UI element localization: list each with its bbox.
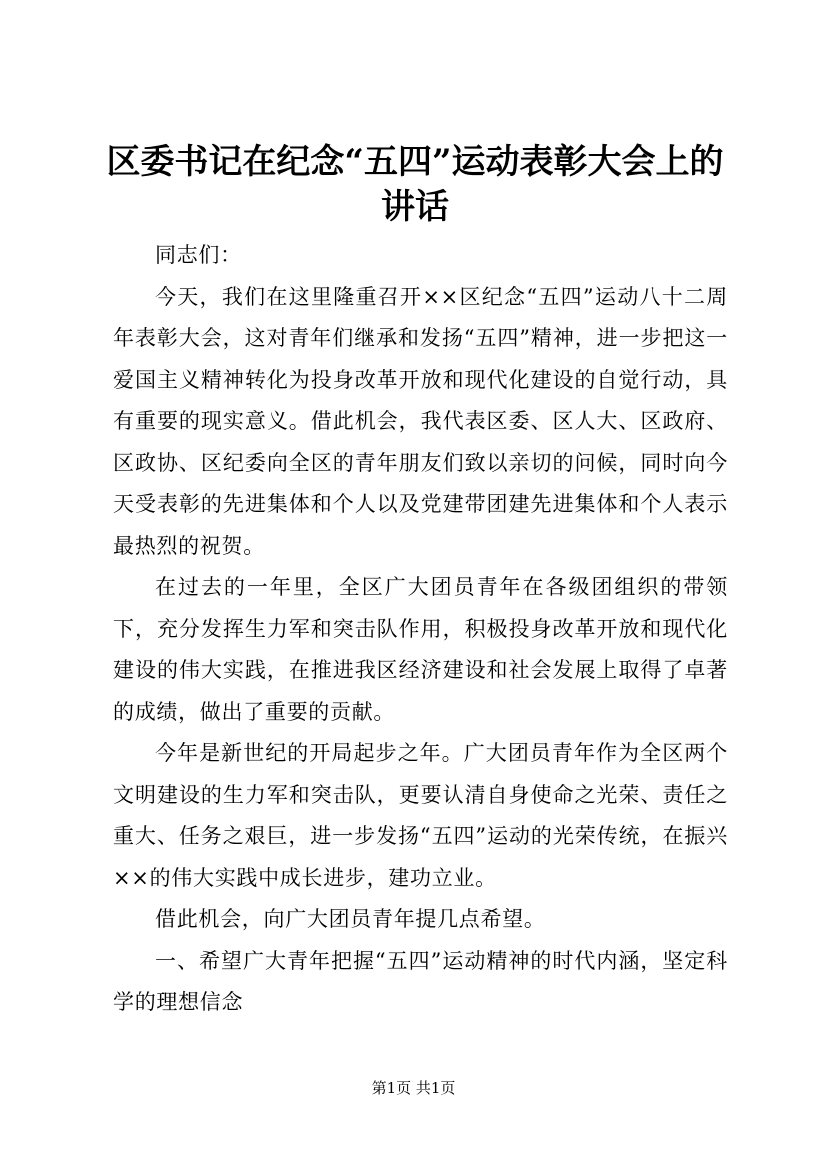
document-title: 区委书记在纪念“五四”运动表彰大会上的讲话: [106, 142, 724, 227]
new-century-paragraph: 今年是新世纪的开局起步之年。广大团员青年作为全区两个文明建设的生力军和突击队，更要认清自身使命之光荣、责任之重大、任务之艰巨，进一步发扬“五四”运动的光荣传统，在振兴××的伟大实践中成长进步，建功立业。: [113, 741, 728, 890]
document-body: [113, 235, 728, 1024]
hopes-intro-paragraph: 借此机会，向广大团员青年提几点希望。: [155, 907, 546, 931]
salutation-paragraph: 同志们：: [155, 243, 242, 267]
achievements-paragraph: 在过去的一年里，全区广大团员青年在各级团组织的带领下，充分发挥生力军和突击队作用，积极投身改革开放和现代化建设的伟大实践，在推进我区经济建设和社会发展上取得了卓著的成绩，做出了重要的贡献。: [113, 575, 728, 724]
page-number-footer: 第1页 共1页: [371, 1079, 456, 1097]
first-hope-paragraph: 一、希望广大青年把握“五四”运动精神的时代内涵，坚定科学的理想信念: [113, 948, 728, 1014]
opening-paragraph: 今天，我们在这里隆重召开××区纪念“五四”运动八十二周年表彰大会，这对青年们继承和发扬“五四”精神，进一步把这一爱国主义精神转化为投身改革开放和现代化建设的自觉行动，具有重要的现实意义。借此机会，我代表区委、区人大、区政府、区政协、区纪委向全区的青年朋友们致以亲切的问候，同时向今天受表彰的先进集体和个人以及党建带团建先进集体和个人表示最热烈的祝贺。: [113, 284, 728, 558]
